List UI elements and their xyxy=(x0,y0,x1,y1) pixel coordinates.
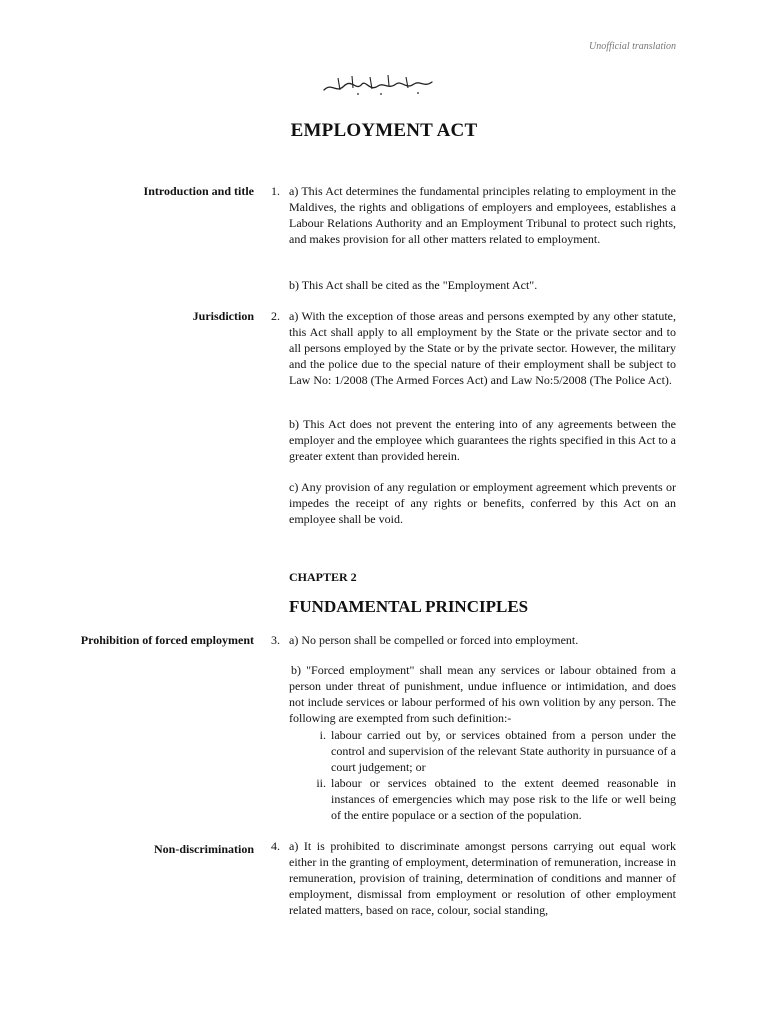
section-4a-text: a) It is prohibited to discriminate amongst persons carrying out equal work either in the granting of employment, determination of remuneration, increase in remuneration, provision of training, determination of conditions and manner of employment, dismissal from employment or resolution of other employment related matters, based on race, colour, social standing, xyxy=(289,839,676,918)
section-2b-text: b) This Act does not prevent the entering into of any agreements between the employer and the employee which guarantees the rights specified in this Act to a greater extent than provided herein. xyxy=(289,417,676,464)
list-item: labour carried out by, or services obtained from a person under the control and supervision of the relevant State authority in pursuance of a court judgement; or xyxy=(331,728,676,775)
section-number: 3. xyxy=(271,633,280,647)
chapter-label: CHAPTER 2 xyxy=(289,570,357,584)
list-numeral: i. xyxy=(319,728,326,742)
basmala-calligraphy-icon xyxy=(318,72,438,98)
section-3b-text: b) "Forced employment" shall mean any services or labour obtained from a person under threat of punishment, undue influence or intimidation, and does not include services or labour performed of his own volition by any person. The following are exempted from such definition:- xyxy=(289,663,676,726)
section-1b-text: b) This Act shall be cited as the "Employment Act". xyxy=(289,278,538,292)
side-title-jurisdiction: Jurisdiction xyxy=(192,309,254,323)
section-2c-text: c) Any provision of any regulation or employment agreement which prevents or impedes the receipt of any rights or benefits, conferred by this Act on an employee shall be void. xyxy=(289,480,676,527)
header-note: Unofficial translation xyxy=(589,41,676,52)
section-number: 1. xyxy=(271,184,280,198)
list-numeral: ii. xyxy=(316,776,326,790)
side-title-non-discrimination: Non-discrimination xyxy=(153,842,254,856)
section-1a-text: a) This Act determines the fundamental principles relating to employment in the Maldives, the rights and obligations of employers and employees, establishes a Labour Relations Authority and an Employment Tribunal to protect such rights, and makes provision for all other matters related to employment. xyxy=(289,184,676,247)
section-3a-text: a) No person shall be compelled or forced into employment. xyxy=(289,633,579,647)
section-number: 4. xyxy=(271,839,280,853)
section-number: 2. xyxy=(271,309,280,323)
chapter-title: FUNDAMENTAL PRINCIPLES xyxy=(289,597,529,616)
document-title: EMPLOYMENT ACT xyxy=(290,120,478,141)
list-item: labour or services obtained to the extent deemed reasonable in instances of emergencies which may pose risk to the life or well being of the entire populace or a section of the population. xyxy=(331,776,676,823)
side-title-forced-employment: Prohibition of forced employment xyxy=(80,633,254,647)
side-title-introduction: Introduction and title xyxy=(143,184,254,198)
section-2a-text: a) With the exception of those areas and persons exempted by any other statute, this Act shall apply to all employment by the State or the private sector and to all persons employed by the State or by the private sector. However, the military and the police due to the special nature of their employment shall be subject to Law No: 1/2008 (The Armed Forces Act) and Law No:5/2008 (The Police Act). xyxy=(289,309,676,388)
